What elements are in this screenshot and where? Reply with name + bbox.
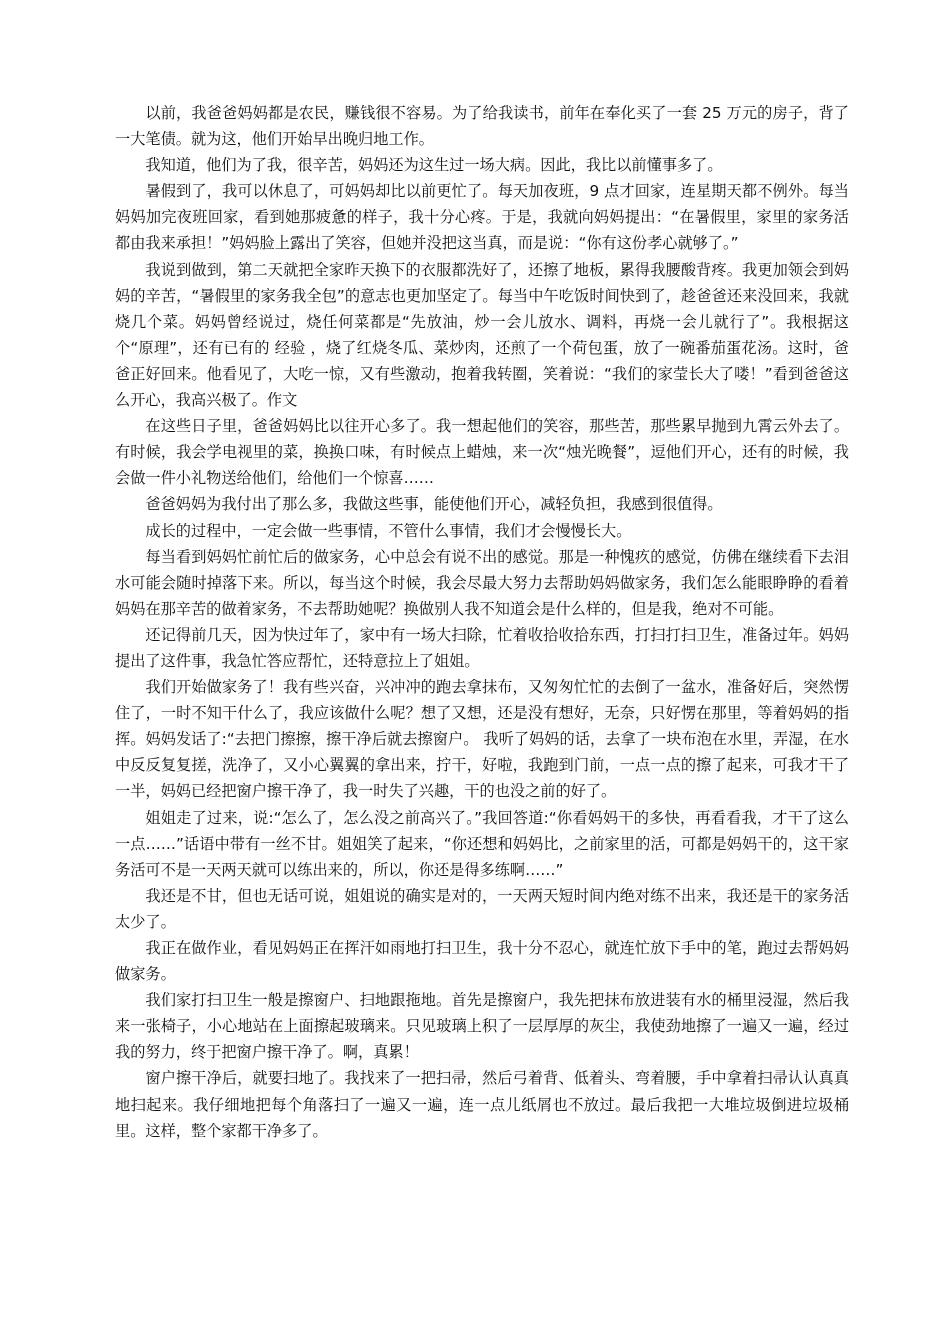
paragraph: 我们家打扫卫生一般是擦窗户、扫地跟拖地。首先是擦窗户，我先把抹布放进装有水的桶里浸湿，然后我来一张椅子，小心地站在上面擦起玻璃来。只见玻璃上积了一层厚厚的灰尘，我使劲地擦了一遍又一遍，经过我的努力，终于把窗户擦干净了。啊，真累！	[115, 991, 849, 1062]
paragraph: 我还是不甘，但也无话可说，姐姐说的确实是对的，一天两天短时间内绝对练不出来，我还是干的家务活太少了。	[115, 886, 849, 931]
paragraph: 我们开始做家务了！我有些兴奋，兴冲冲的跑去拿抹布，又匆匆忙忙的去倒了一盆水，准备好后，突然愣住了，一时不知干什么了，我应该做什么呢？想了又想，还是没有想好，无奈，只好愣在那里，等着妈妈的指挥。妈妈发话了:“去把门擦擦，擦干净后就去擦窗户。 我听了妈妈的话，去拿了一块布泡在水里，弄湿，在水中反反复复搓，洗净了，又小心翼翼的拿出来，拧干，好啦，我跑到门前，一点一点的擦了起来，可我才干了一半，妈妈已经把窗户擦干净了，我一时失了兴趣，干的也没之前的好了。	[115, 678, 849, 801]
paragraph: 我知道，他们为了我，很辛苦，妈妈还为这生过一场大病。因此，我比以前懂事多了。	[145, 156, 723, 175]
paragraph: 以前，我爸爸妈妈都是农民，赚钱很不容易。为了给我读书，前年在奉化买了一套 25 万元的房子，背了一大笔债。就为这，他们开始早出晚归地工作。	[115, 104, 849, 149]
paragraph: 还记得前几天，因为快过年了，家中有一场大扫除，忙着收拾收拾东西，打扫打扫卫生，准备过年。妈妈提出了这件事，我急忙答应帮忙，还特意拉上了姐姐。	[115, 625, 849, 670]
paragraph: 我说到做到，第二天就把全家昨天换下的衣服都洗好了，还擦了地板，累得我腰酸背疼。我更加领会到妈妈的辛苦，“暑假里的家务我全包”的意志也更加坚定了。每当中午吃饭时间快到了，趁爸爸还来没回来，我就烧几个菜。妈妈曾经说过，烧任何菜都是“先放油，炒一会儿放水、调料，再烧一会儿就行了”。我根据这个“原理”，还有已有的 经验 ，烧了红烧冬瓜、菜炒肉，还煎了一个荷包蛋，放了一碗番茄蛋花汤。这时，爸爸正好回来。他看见了，大吃一惊，又有些激动，抱着我转圈，笑着说：“我们的家莹长大了喽！”看到爸爸这么开心，我高兴极了。作文	[115, 260, 849, 410]
paragraph: 成长的过程中，一定会做一些事情，不管什么事情，我们才会慢慢长大。	[145, 521, 632, 540]
document-page	[115, 100, 849, 1144]
paragraph: 姐姐走了过来，说:“怎么了，怎么没之前高兴了。”我回答道:“你看妈妈干的多快，再看看我，才干了这么一点……”话语中带有一丝不甘。姐姐笑了起来，“你还想和妈妈比，之前家里的活，可都是妈妈干的，这干家务活可不是一天两天就可以练出来的，所以，你还是得多练啊……”	[115, 808, 849, 879]
paragraph: 我正在做作业，看见妈妈正在挥汗如雨地打扫卫生，我十分不忍心，就连忙放下手中的笔，跑过去帮妈妈做家务。	[115, 939, 849, 984]
paragraph: 窗户擦干净后，就要扫地了。我找来了一把扫帚，然后弓着背、低着头、弯着腰，手中拿着扫帚认认真真地扫起来。我仔细地把每个角落扫了一遍又一遍，连一点儿纸屑也不放过。最后我把一大堆垃圾倒进垃圾桶里。这样，整个家都干净多了。	[115, 1069, 849, 1140]
paragraph: 爸爸妈妈为我付出了那么多，我做这些事，能使他们开心，减轻负担，我感到很值得。	[145, 495, 723, 514]
paragraph: 暑假到了，我可以休息了，可妈妈却比以前更忙了。每天加夜班，9 点才回家，连星期天都不例外。每当妈妈加完夜班回家，看到她那疲惫的样子，我十分心疼。于是，我就向妈妈提出：“在暑假里，家里的家务活都由我来承担！”妈妈脸上露出了笑容，但她并没把这当真，而是说：“你有这份孝心就够了。”	[115, 182, 849, 253]
paragraph: 在这些日子里，爸爸妈妈比以往开心多了。我一想起他们的笑容，那些苦，那些累早抛到九霄云外去了。有时候，我会学电视里的菜，换换口味，有时候点上蜡烛，来一次“烛光晚餐”，逗他们开心，还有的时候，我会做一件小礼物送给他们，给他们一个惊喜……	[115, 417, 849, 488]
paragraph: 每当看到妈妈忙前忙后的做家务，心中总会有说不出的感觉。那是一种愧疚的感觉，仿佛在继续看下去泪水可能会随时掉落下来。所以，每当这个时候，我会尽最大努力去帮助妈妈做家务，我们怎么能眼睁睁的看着妈妈在那辛苦的做着家务，不去帮助她呢？换做别人我不知道会是什么样的，但是我，绝对不可能。	[115, 547, 849, 618]
